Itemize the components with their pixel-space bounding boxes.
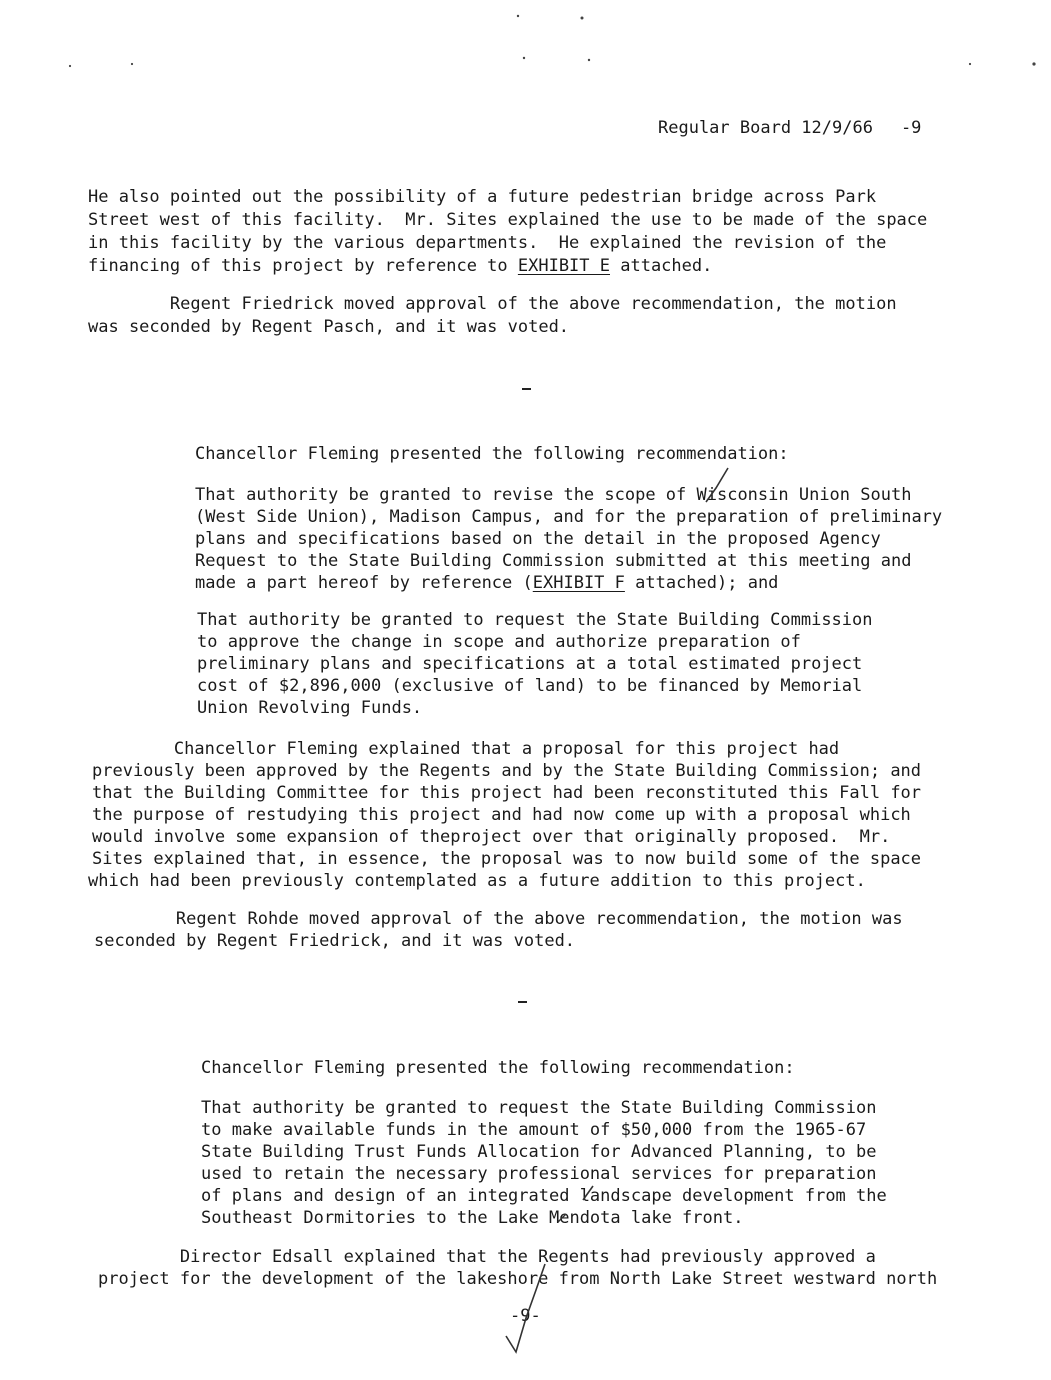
text-line: (West Side Union), Madison Campus, and for the preparation of preliminary (195, 507, 943, 527)
text-line: was seconded by Regent Pasch, and it was voted. (88, 317, 570, 337)
text-line: to approve the change in scope and authorize preparation of (197, 632, 801, 652)
text-line: project for the development of the lakeshore from North Lake Street westward north (98, 1269, 938, 1289)
footer-page-number: -9- (510, 1306, 541, 1326)
text-line: cost of $2,896,000 (exclusive of land) to be financed by Memorial (197, 676, 863, 696)
text-line: to make available funds in the amount of $50,000 from the 1965-67 (201, 1120, 867, 1140)
text-line: in this facility by the various departments. He explained the revision of the (88, 233, 887, 253)
text-line: That authority be granted to revise the scope of Wisconsin Union South (195, 485, 912, 505)
text-line: that the Building Committee for this project had been reconstituted this Fall for (92, 783, 922, 803)
exhibit-e-reference: EXHIBIT E (517, 256, 610, 276)
exhibit-f-reference: EXHIBIT F (532, 573, 625, 593)
scan-speck (588, 59, 590, 61)
scan-speck (969, 63, 971, 65)
header-title: Regular Board 12/9/66 (658, 118, 873, 138)
recommendation-intro: Chancellor Fleming presented the following recommendation: (201, 1058, 795, 1078)
section-separator (518, 1001, 527, 1003)
text-line (88, 255, 712, 277)
scan-speck (581, 17, 584, 20)
text-line: He also pointed out the possibility of a future pedestrian bridge across Park (88, 187, 877, 207)
text-line (195, 572, 778, 594)
text-line: would involve some expansion of theproject over that originally proposed. Mr. (92, 827, 891, 847)
text-line: Street west of this facility. Mr. Sites explained the use to be made of the space (88, 210, 928, 230)
recommendation-intro: Chancellor Fleming presented the following recommendation: (195, 444, 789, 464)
text-line: Director Edsall explained that the Regents had previously approved a (98, 1247, 876, 1267)
text-segment: made a part hereof by reference ( (195, 573, 533, 593)
page-header (658, 118, 921, 138)
text-line: which had been previously contemplated as a future addition to this project. (88, 871, 866, 891)
text-line: That authority be granted to request the State Building Commission (197, 610, 873, 630)
scan-speck (1032, 62, 1035, 65)
scan-speck (517, 15, 519, 17)
text-line: the purpose of restudying this project and had now come up with a proposal which (92, 805, 911, 825)
text-line: preliminary plans and specifications at a total estimated project (197, 654, 863, 674)
text-segment: attached); and (624, 573, 779, 593)
text-line: seconded by Regent Friedrick, and it was voted. (94, 931, 576, 951)
text-line: That authority be granted to request the State Building Commission (201, 1098, 877, 1118)
text-line: previously been approved by the Regents and by the State Building Commission; and (92, 761, 922, 781)
scan-speck (131, 63, 133, 65)
text-line: plans and specifications based on the detail in the proposed Agency (195, 529, 881, 549)
text-line: State Building Trust Funds Allocation for Advanced Planning, to be (201, 1142, 877, 1162)
header-page-number: -9 (900, 118, 922, 138)
text-line: Union Revolving Funds. (197, 698, 423, 718)
text-line: Regent Rohde moved approval of the above recommendation, the motion was (94, 909, 903, 929)
text-segment: financing of this project by reference to (88, 256, 518, 276)
text-line: of plans and design of an integrated landscape development from the (201, 1186, 887, 1206)
text-line: Regent Friedrick moved approval of the above recommendation, the motion (88, 294, 897, 314)
scan-speck (523, 57, 525, 59)
text-line: Request to the State Building Commission submitted at this meeting and (195, 551, 912, 571)
section-separator (522, 388, 531, 390)
text-line: used to retain the necessary professional services for preparation (201, 1164, 877, 1184)
text-segment: attached. (610, 256, 713, 276)
text-line: Chancellor Fleming explained that a proposal for this project had (92, 739, 840, 759)
text-line: Sites explained that, in essence, the proposal was to now build some of the space (92, 849, 922, 869)
text-line: Southeast Dormitories to the Lake Mendota lake front. (201, 1208, 744, 1228)
scan-speck (69, 65, 71, 67)
